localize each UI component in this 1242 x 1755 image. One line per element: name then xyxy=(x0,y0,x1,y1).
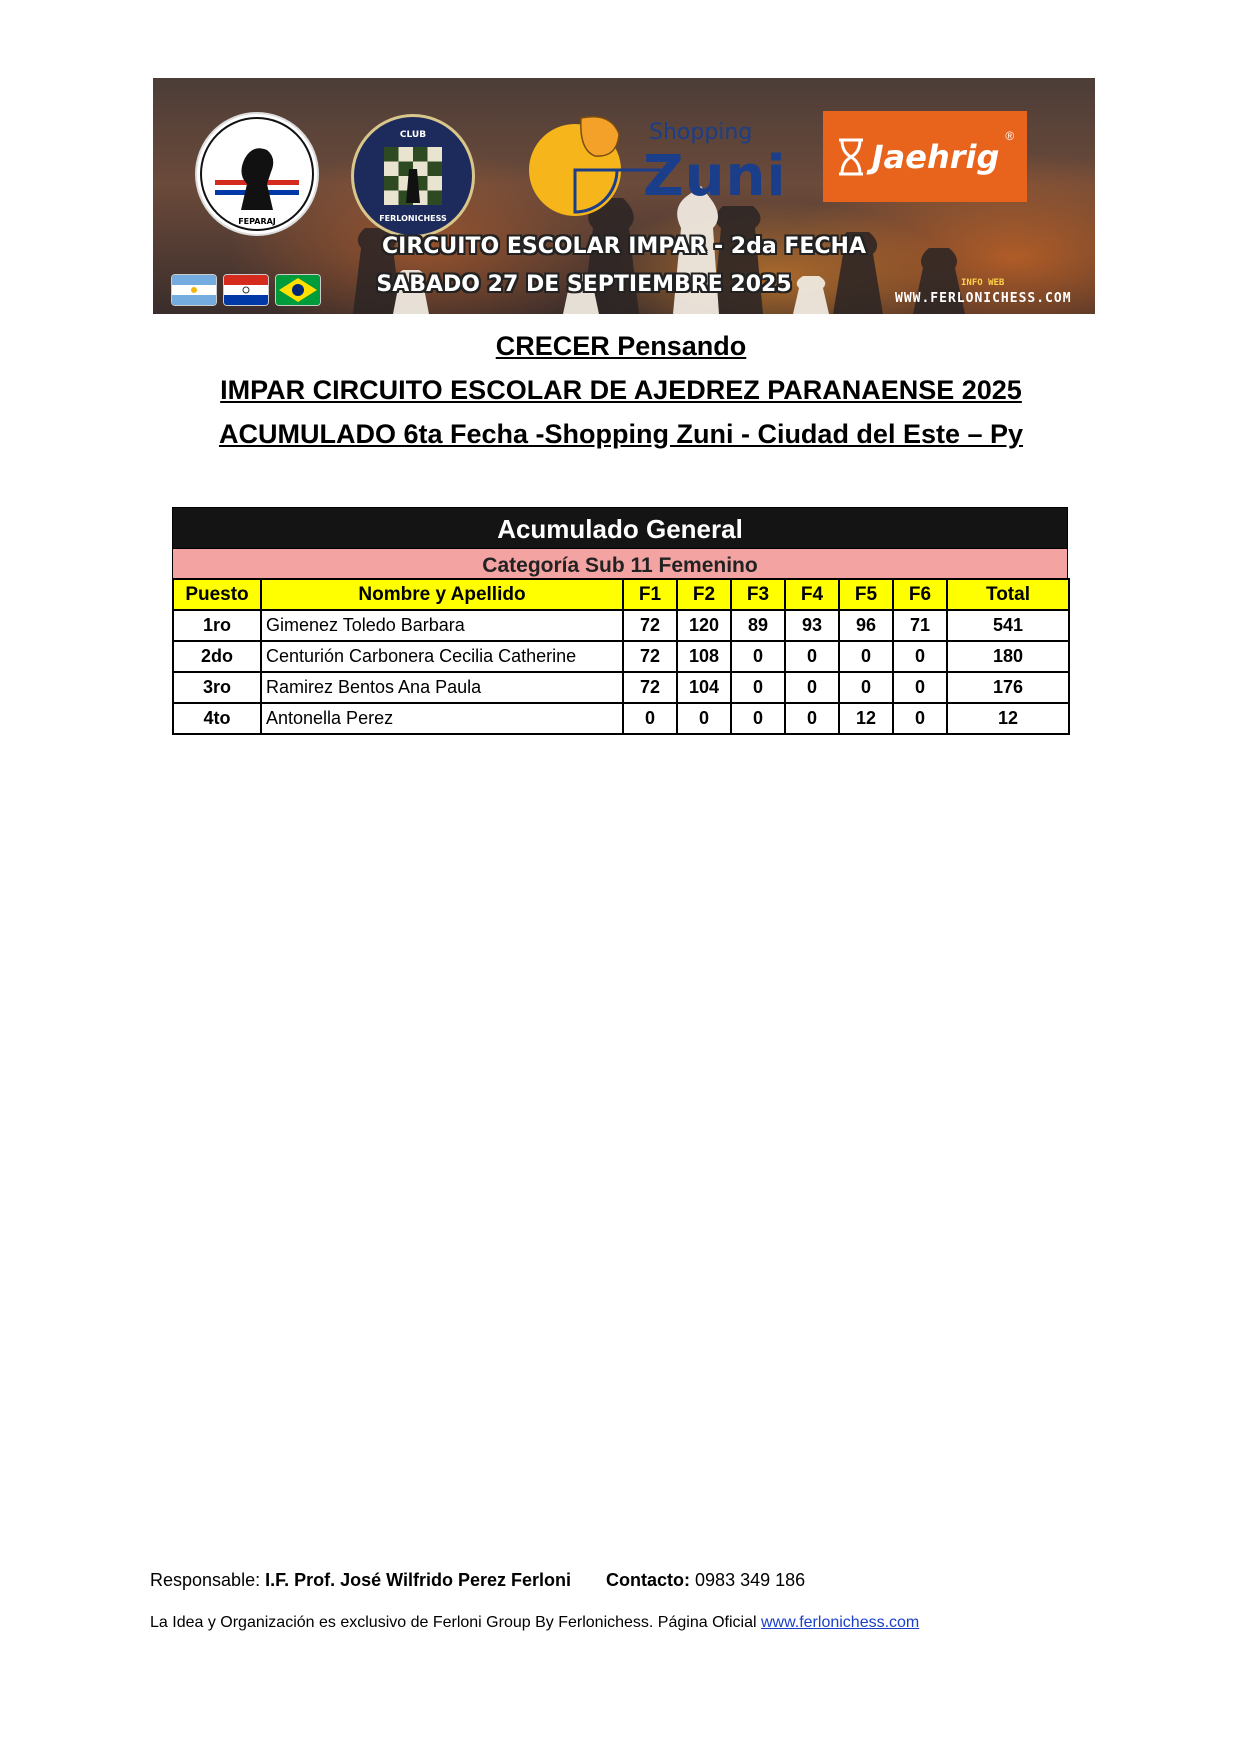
cell-score: 12 xyxy=(839,703,893,734)
col-header: F2 xyxy=(677,579,731,610)
cell-name: Ramirez Bentos Ana Paula xyxy=(261,672,623,703)
table-row xyxy=(173,672,1069,703)
official-site-link[interactable]: www.ferlonichess.com xyxy=(760,1614,920,1631)
table-category: Categoría Sub 11 Femenino xyxy=(172,549,1068,578)
hourglass-icon xyxy=(836,138,866,176)
col-header: F4 xyxy=(785,579,839,610)
cell-score: 108 xyxy=(677,641,731,672)
cell-position: 2do xyxy=(173,641,261,672)
cell-score: 0 xyxy=(839,672,893,703)
jaehrig-logo xyxy=(823,111,1027,202)
cell-score: 0 xyxy=(677,703,731,734)
event-banner xyxy=(153,78,1095,314)
feparaj-logo xyxy=(195,112,319,236)
col-header: F1 xyxy=(623,579,677,610)
contact-phone: 0983 349 186 xyxy=(695,1570,806,1590)
cell-total: 541 xyxy=(947,610,1069,641)
registered-mark: ® xyxy=(1005,129,1015,143)
paraguay-flag-icon xyxy=(223,274,269,306)
cell-score: 93 xyxy=(785,610,839,641)
col-header: Puesto xyxy=(173,579,261,610)
contact-label: Contacto: xyxy=(606,1570,691,1590)
cell-score: 71 xyxy=(893,610,947,641)
cell-score: 0 xyxy=(785,641,839,672)
cell-score: 0 xyxy=(731,641,785,672)
table-row xyxy=(173,641,1069,672)
cell-score: 0 xyxy=(839,641,893,672)
col-header: F3 xyxy=(731,579,785,610)
brazil-flag-icon xyxy=(275,274,321,306)
shopping-label: Shopping xyxy=(649,120,753,145)
jaehrig-label: Jaehrig xyxy=(871,137,1000,176)
cell-score: 72 xyxy=(623,672,677,703)
banner-event-date: SABADO 27 DE SEPTIEMBRE 2025 xyxy=(376,272,792,297)
table-row xyxy=(173,610,1069,641)
cell-position: 3ro xyxy=(173,672,261,703)
responsible-label: Responsable: xyxy=(150,1570,261,1590)
ferlonichess-club-logo xyxy=(351,114,475,238)
responsible-name: I.F. Prof. José Wilfrido Perez Ferloni xyxy=(265,1570,571,1590)
cell-name: Centurión Carbonera Cecilia Catherine xyxy=(261,641,623,672)
banner-event-title: CIRCUITO ESCOLAR IMPAR - 2da FECHA xyxy=(382,234,866,259)
cell-total: 12 xyxy=(947,703,1069,734)
cell-score: 89 xyxy=(731,610,785,641)
title-crecer-pensando: CRECER Pensando xyxy=(495,331,747,361)
col-header: Total xyxy=(947,579,1069,610)
cell-score: 0 xyxy=(731,703,785,734)
banner-web-url: WWW.FERLONICHESS.COM xyxy=(895,291,1072,306)
cell-name: Gimenez Toledo Barbara xyxy=(261,610,623,641)
document-titles xyxy=(0,324,1242,456)
cell-score: 0 xyxy=(893,703,947,734)
cell-position: 1ro xyxy=(173,610,261,641)
cell-score: 0 xyxy=(785,703,839,734)
table-row xyxy=(173,703,1069,734)
cell-score: 0 xyxy=(893,672,947,703)
col-header: F6 xyxy=(893,579,947,610)
cell-score: 72 xyxy=(623,641,677,672)
standings-table xyxy=(172,507,1068,735)
svg-text:CLUB: CLUB xyxy=(399,130,427,140)
cell-score: 0 xyxy=(731,672,785,703)
cell-position: 4to xyxy=(173,703,261,734)
argentina-flag-icon xyxy=(171,274,217,306)
col-header: F5 xyxy=(839,579,893,610)
cell-total: 180 xyxy=(947,641,1069,672)
cell-score: 0 xyxy=(623,703,677,734)
col-header: Nombre y Apellido xyxy=(261,579,623,610)
title-circuit: IMPAR CIRCUITO ESCOLAR DE AJEDREZ PARANAENSE 2025 xyxy=(220,375,1022,405)
cell-total: 176 xyxy=(947,672,1069,703)
table-header-row xyxy=(173,579,1069,610)
cell-score: 72 xyxy=(623,610,677,641)
organization-text: La Idea y Organización es exclusivo de Ferloni Group By Ferlonichess. Página Oficial xyxy=(150,1614,757,1631)
svg-text:FEPARAJ: FEPARAJ xyxy=(238,217,276,226)
cell-score: 120 xyxy=(677,610,731,641)
title-accumulated: ACUMULADO 6ta Fecha -Shopping Zuni - Ciudad del Este – Py xyxy=(218,419,1024,449)
info-web-label: INFO WEB xyxy=(961,278,1005,288)
cell-score: 0 xyxy=(785,672,839,703)
cell-score: 104 xyxy=(677,672,731,703)
table-title: Acumulado General xyxy=(172,507,1068,549)
cell-score: 96 xyxy=(839,610,893,641)
zuni-label: Zuni xyxy=(643,144,787,209)
cell-name: Antonella Perez xyxy=(261,703,623,734)
footer-responsible xyxy=(150,1570,805,1591)
cell-score: 0 xyxy=(893,641,947,672)
svg-text:FERLONICHESS: FERLONICHESS xyxy=(379,214,447,223)
footer-organization xyxy=(150,1614,919,1632)
